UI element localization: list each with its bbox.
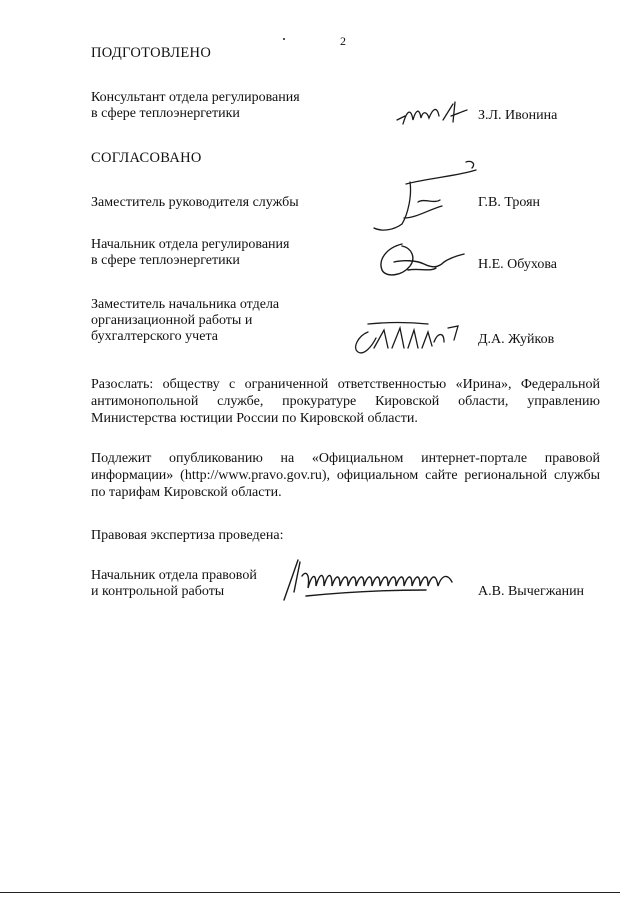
page-bottom-rule — [0, 892, 620, 893]
signer-position-ivonina — [91, 90, 300, 122]
position-line: Начальник отдела правовой — [91, 568, 257, 583]
position-line: Заместитель начальника отдела — [91, 297, 280, 312]
distribution-paragraph: Разослать: обществу с ограниченной ответственностью «Ирина», Федеральной антимонопольной службе, прокуратуре Кировской области, управлению Министерства юстиции России по Кировской области. — [91, 377, 600, 426]
signature-zhuikov — [348, 318, 478, 360]
signer-name-vychegzhanin: А.В. Вычегжанин — [478, 584, 585, 599]
position-line: и контрольной работы — [91, 584, 225, 599]
legal-review-statement: Правовая экспертиза проведена: — [91, 528, 284, 543]
signer-position-obukhova — [91, 237, 289, 269]
signature-troyan — [368, 158, 480, 240]
agreed-heading: СОГЛАСОВАНО — [91, 150, 202, 166]
signer-name-troyan: Г.В. Троян — [478, 195, 541, 210]
signature-ivonina — [393, 98, 478, 130]
signature-vychegzhanin — [276, 556, 466, 606]
signer-position-vychegzhanin — [91, 568, 257, 600]
position-line: Консультант отдела регулирования — [91, 90, 300, 105]
position-line: Начальник отдела регулирования — [91, 237, 290, 252]
position-line: в сфере теплоэнергетики — [91, 253, 240, 268]
position-line: в сфере теплоэнергетики — [91, 106, 240, 121]
page-number: 2 — [340, 34, 346, 48]
signer-position-zhuikov — [91, 297, 279, 345]
position-line: бухгалтерского учета — [91, 329, 218, 344]
publication-paragraph: Подлежит опубликованию на «Официальном интернет-портале правовой информации» (http://www.pravo.gov.ru), официальном сайте региональной службы по тарифам Кировской области. — [91, 451, 600, 500]
signer-name-zhuikov: Д.А. Жуйков — [478, 332, 555, 347]
scan-speck — [283, 38, 285, 40]
signature-obukhova — [372, 234, 472, 282]
signer-position-troyan — [91, 195, 299, 211]
position-line: организационной работы и — [91, 313, 253, 328]
signer-name-obukhova: Н.Е. Обухова — [478, 257, 557, 272]
signer-name-ivonina: З.Л. Ивонина — [478, 108, 558, 123]
position-line: Заместитель руководителя службы — [91, 195, 299, 210]
prepared-heading: ПОДГОТОВЛЕНО — [91, 45, 212, 61]
